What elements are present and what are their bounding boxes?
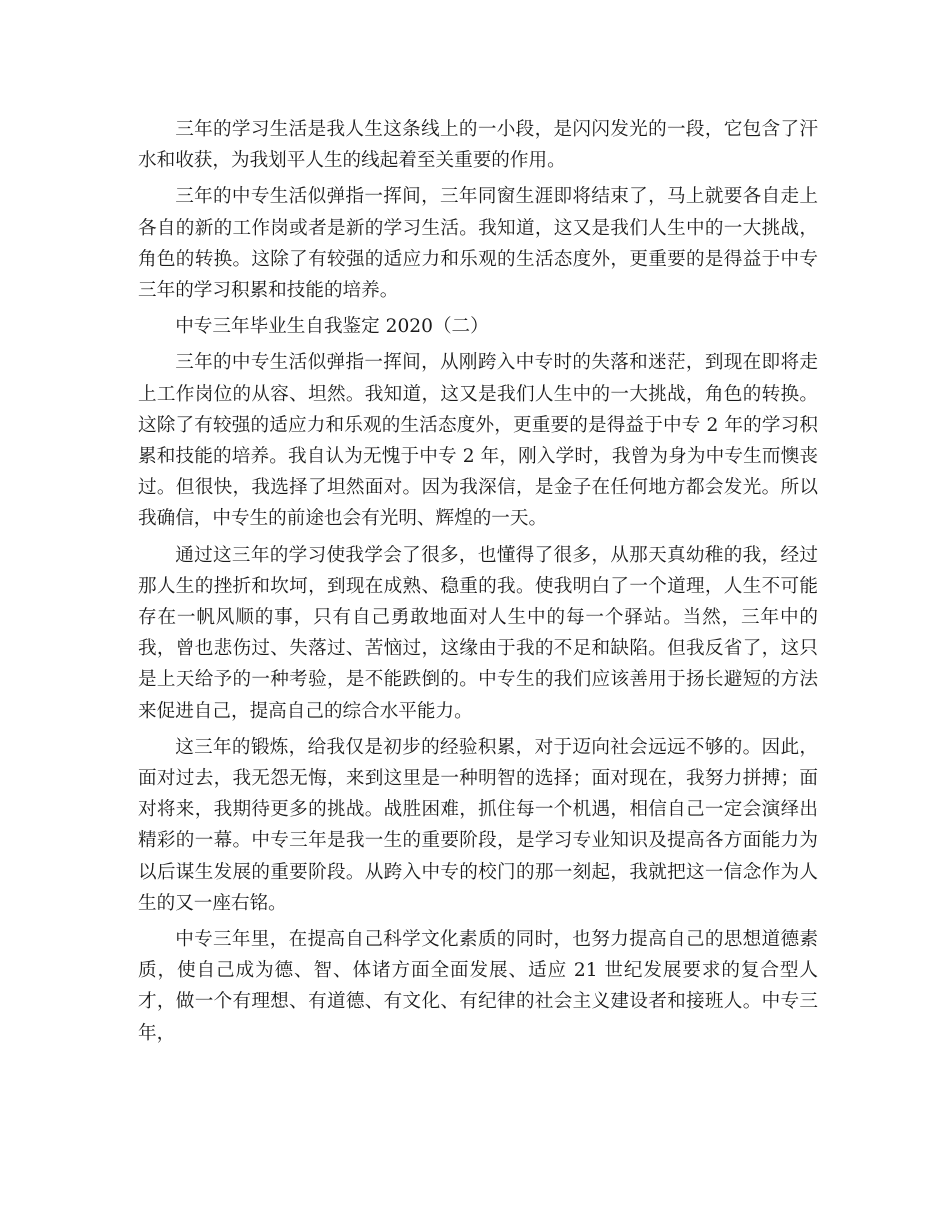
paragraph: 中专三年里，在提高自己科学文化素质的同时，也努力提高自己的思想道德素质，使自己成为德、智、体诸方面全面发展、适应 21 世纪发展要求的复合型人才，做一个有理想、有道德、有文化、有纪律的社会主义建设者和接班人。中专三年， <box>138 929 818 1044</box>
paragraph: 通过这三年的学习使我学会了很多，也懂得了很多，从那天真幼稚的我，经过那人生的挫折和坎坷，到现在成熟、稳重的我。使我明白了一个道理，人生不可能存在一帆风顺的事，只有自己勇敢地面对人生中的每一个驿站。当然，三年中的我，曾也悲伤过、失落过、苦恼过，这缘由于我的不足和缺陷。但我反省了，这只是上天给予的一种考验，是不能跌倒的。中专生的我们应该善用于扬长避短的方法来促进自己，提高自己的综合水平能力。 <box>138 544 818 722</box>
paragraph: 三年的学习生活是我人生这条线上的一小段，是闪闪发光的一段，它包含了汗水和收获，为我划平人生的线起着至关重要的作用。 <box>138 119 818 172</box>
document-body <box>138 114 818 1054</box>
paragraph: 这三年的锻炼，给我仅是初步的经验积累，对于迈向社会远远不够的。因此，面对过去，我无怨无悔，来到这里是一种明智的选择；面对现在，我努力拼搏；面对将来，我期待更多的挑战。战胜困难，抓住每一个机遇，相信自己一定会演绎出精彩的一幕。中专三年是我一生的重要阶段，是学习专业知识及提高各方面能力为以后谋生发展的重要阶段。从跨入中专的校门的那一刻起，我就把这一信念作为人生的又一座右铭。 <box>138 736 818 914</box>
section-heading: 中专三年毕业生自我鉴定 2020（二） <box>175 316 489 338</box>
paragraph: 三年的中专生活似弹指一挥间，从刚跨入中专时的失落和迷茫，到现在即将走上工作岗位的从容、坦然。我知道，这又是我们人生中的一大挑战，角色的转换。这除了有较强的适应力和乐观的生活态度外，更重要的是得益于中专 2 年的学习积累和技能的培养。我自认为无愧于中专 2 年，刚入学时，我曾为身为中专生而懊丧过。但很快，我选择了坦然面对。因为我深信，是金子在任何地方都会发光。所以我确信，中专生的前途也会有光明、辉煌的一天。 <box>138 352 818 530</box>
paragraph: 三年的中专生活似弹指一挥间，三年同窗生涯即将结束了，马上就要各自走上各自的新的工作岗或者是新的学习生活。我知道，这又是我们人生中的一大挑战，角色的转换。这除了有较强的适应力和乐观的生活态度外，更重要的是得益于中专三年的学习积累和技能的培养。 <box>138 186 818 302</box>
